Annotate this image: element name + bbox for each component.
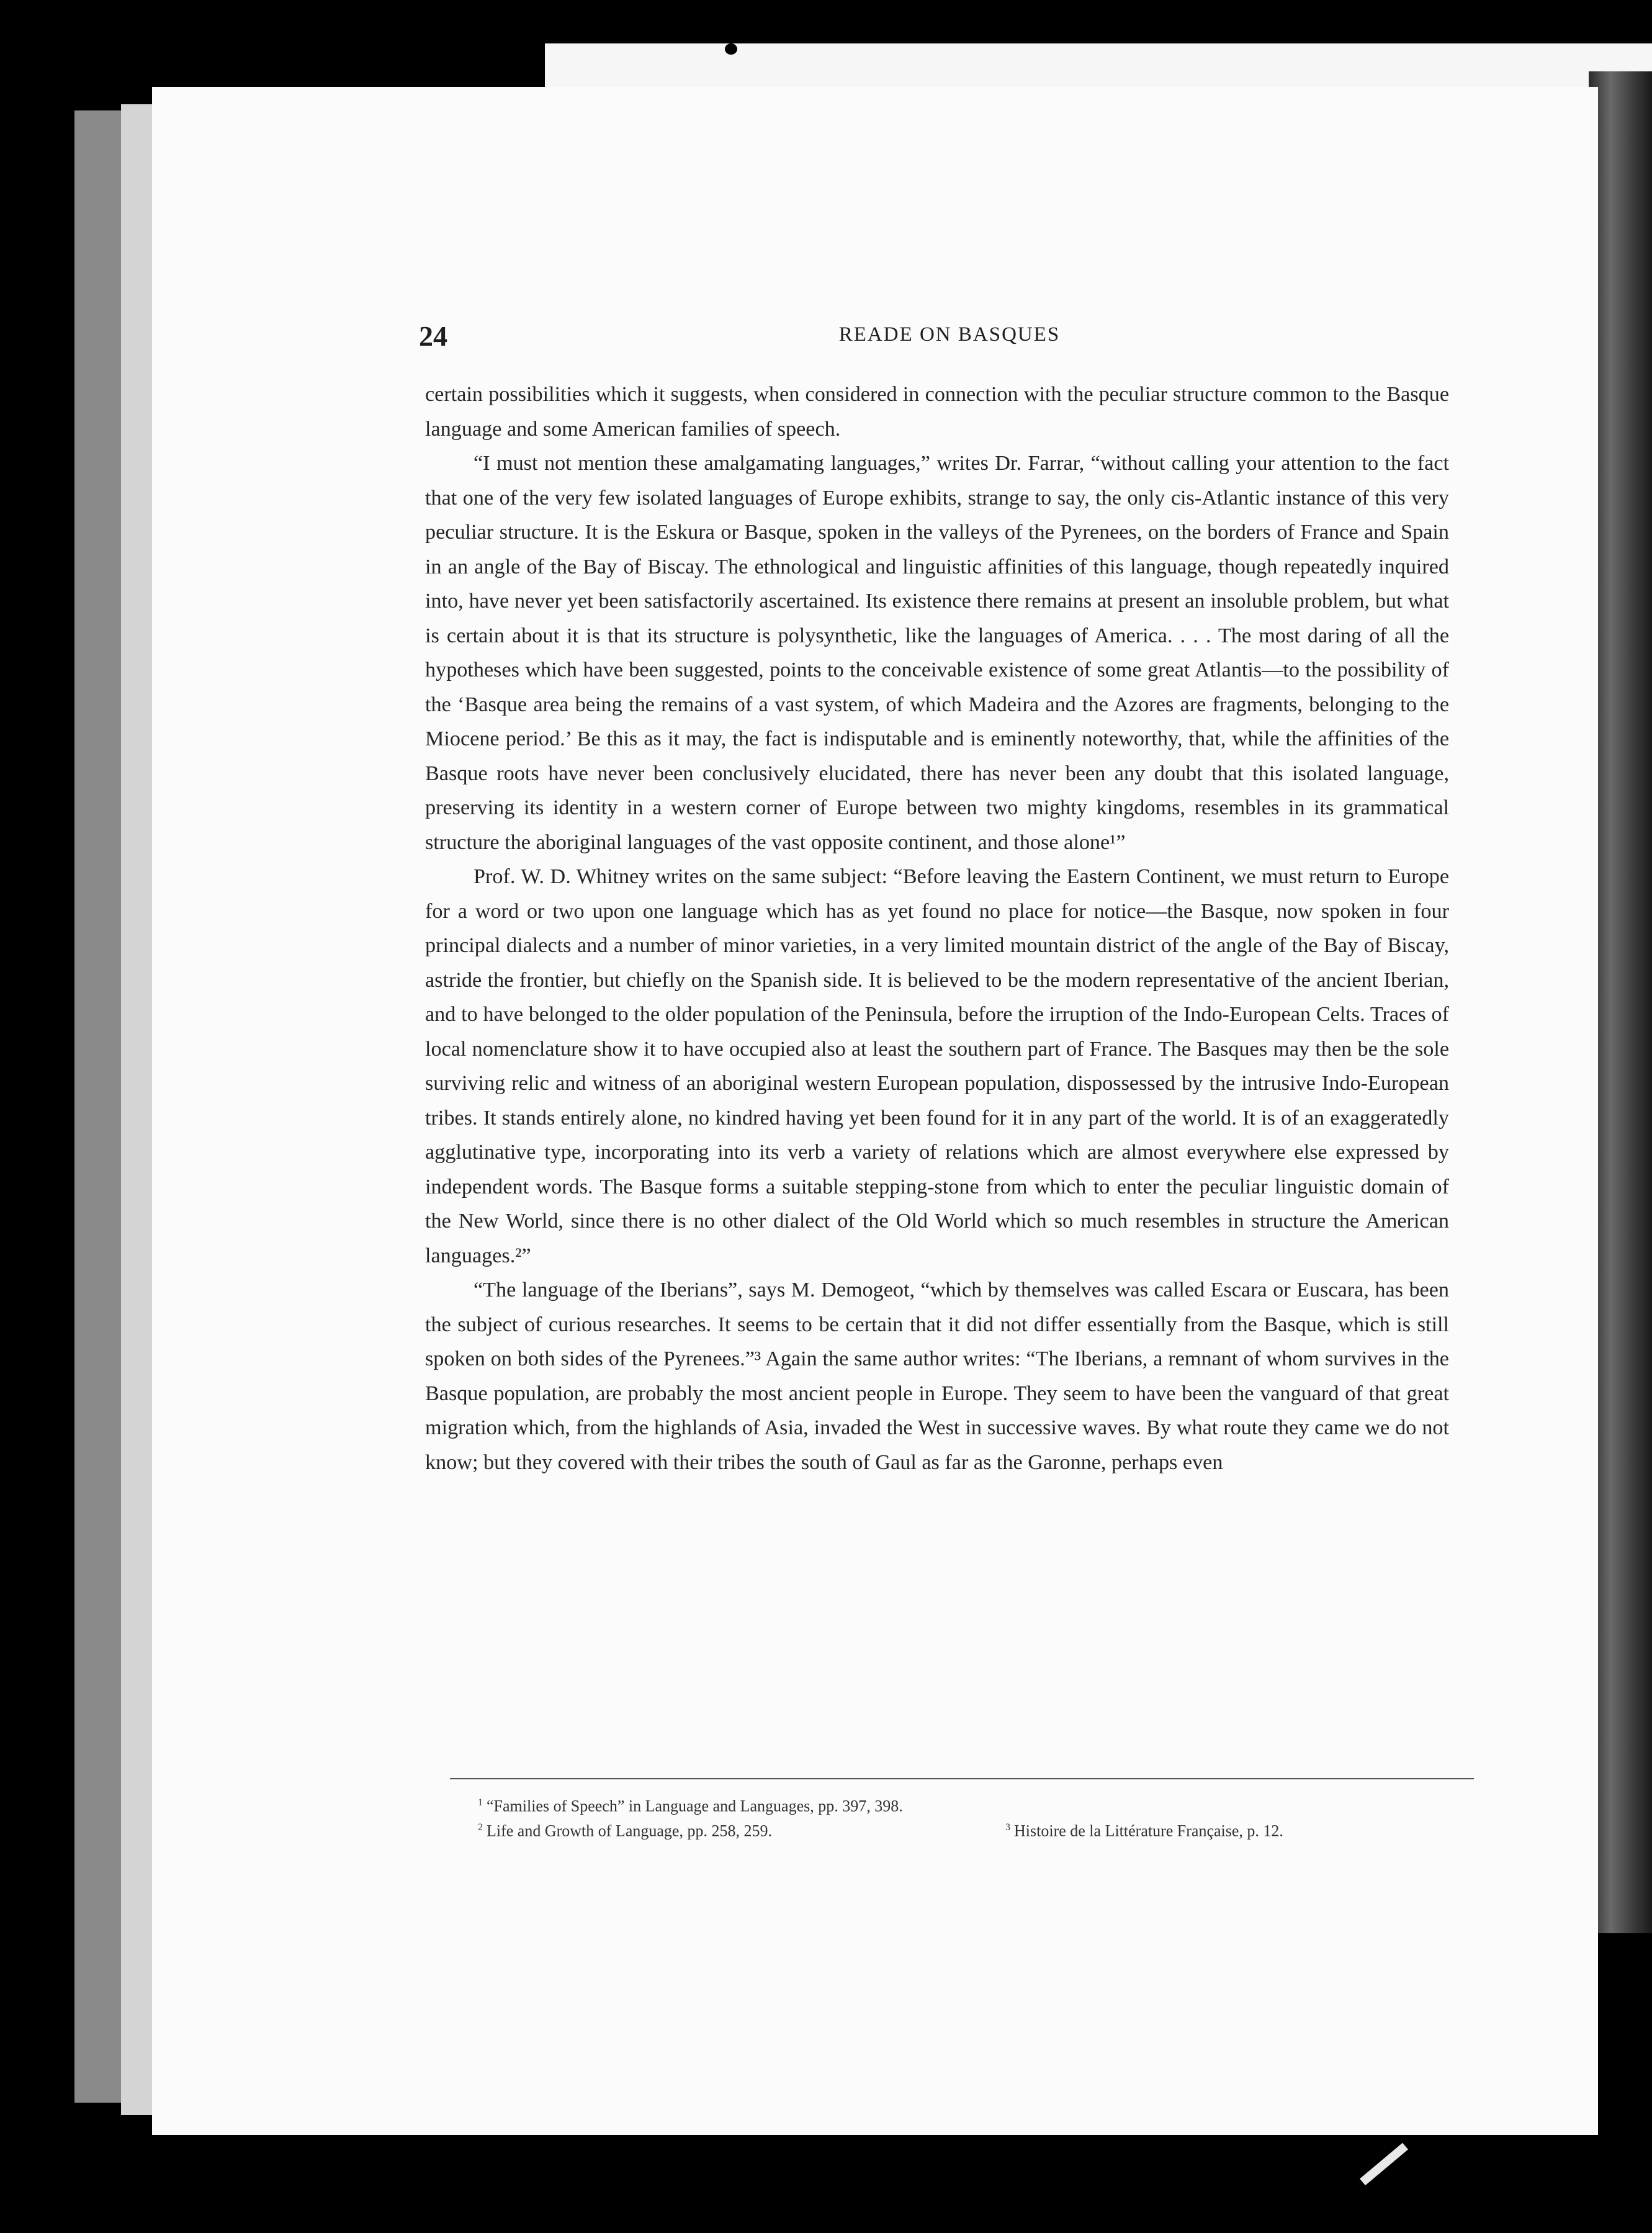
scan-scratch	[1360, 2143, 1408, 2186]
footnote-2-3	[478, 1815, 1458, 1840]
running-head: READE ON BASQUES	[838, 323, 1061, 346]
left-page-edge-light	[121, 104, 155, 2115]
footnote-3	[1005, 1815, 1283, 1844]
right-page-edge	[1589, 71, 1652, 1933]
paragraph-continuation: certain possibilities which it suggests, when considered in connection with the peculiar structure common to the Basque language and some American families of speech.	[425, 383, 1449, 441]
paragraph-whitney-quote: Prof. W. D. Whitney writes on the same subject: “Before leaving the Eastern Continent, we must return to Europe for a word or two upon one language which has as yet found no place for notice—the Basque, now spoken in four principal dialects and a number of minor varieties, in a very limited mountain district of the angle of the Bay of Biscay, astride the frontier, but chiefly on the Spanish side. It is believed to be the modern representative of the ancient Iberian, and to have belonged to the older population of the Peninsula, before the irruption of the Indo-European Celts. Traces of local nomenclature show it to have occupied also at least the southern part of France. The Basques may then be the sole surviving relic and witness of an aboriginal western European population, dispossessed by the intrusive Indo-European tribes. It stands entirely alone, no kindred having yet been found for it in any part of the world. It is of an exaggeratedly agglutinative type, incorporating into its verb a variety of relations which are almost everywhere else expressed by independent words. The Basque forms a suitable stepping-stone from which to enter the peculiar linguistic domain of the New World, since there is no other dialect of the Old World which so much resembles in structure the American languages.²”	[425, 865, 1449, 1267]
page-number: 24	[419, 320, 447, 352]
page-header	[419, 320, 1480, 357]
footnote-text: Histoire de la Littérature Française, p. 12.	[1014, 1822, 1283, 1840]
footnote-text: “Families of Speech” in Language and Languages, pp. 397, 398.	[487, 1797, 903, 1815]
left-page-edge	[74, 110, 127, 2103]
footnote-1	[478, 1790, 1458, 1815]
footnote-marker: 3	[1005, 1822, 1010, 1833]
paragraph-farrar-quote: “I must not mention these amalgamating languages,” writes Dr. Farrar, “without calling your attention to the fact that one of the very few isolated languages of Europe exhibits, strange to say, the only cis-Atlantic instance of this very peculiar structure. It is the Eskura or Basque, spoken in the valleys of the Pyrenees, on the borders of France and Spain in an angle of the Bay of Biscay. The ethnological and linguistic affinities of this language, though repeatedly inquired into, have never yet been satisfactorily ascertained. Its existence there remains at present an insoluble problem, but what is certain about it is that its structure is polysynthetic, like the languages of America. . . . The most daring of all the hypotheses which have been suggested, points to the conceivable existence of some great Atlantis—to the possibility of the ‘Basque area being the remains of a vast system, of which Madeira and the Azores are fragments, belonging to the Miocene period.’ Be this as it may, the fact is indisputable and is eminently noteworthy, that, while the affinities of the Basque roots have never been conclusively elucidated, there has never been any doubt that this isolated language, preserving its identity in a western corner of Europe between two mighty kingdoms, resembles in its grammatical structure the aboriginal languages of the vast opposite continent, and those alone¹”	[425, 452, 1449, 854]
footnotes	[478, 1790, 1458, 1840]
body-text	[425, 377, 1449, 1480]
footnote-marker: 2	[478, 1822, 483, 1833]
paragraph-demogeot-quote: “The language of the Iberians”, says M. Demogeot, “which by themselves was called Escara or Euscara, has been the subject of curious researches. It seems to be certain that it did not differ essentially from the Basque, which is still spoken on both sides of the Pyrenees.”³ Again the same author writes: “The Iberians, a remnant of whom survives in the Basque population, are probably the most ancient people in Europe. They seem to have been the vanguard of that great migration which, from the highlands of Asia, invaded the West in successive waves. By what route they came we do not know; but they covered with their tribes the south of Gaul as far as the Garonne, perhaps even	[425, 1278, 1449, 1474]
footnote-text: Life and Growth of Language, pp. 258, 259.	[487, 1822, 772, 1840]
footnote-marker: 1	[478, 1797, 483, 1808]
ink-speck	[725, 43, 737, 55]
footnote-rule	[450, 1778, 1474, 1779]
